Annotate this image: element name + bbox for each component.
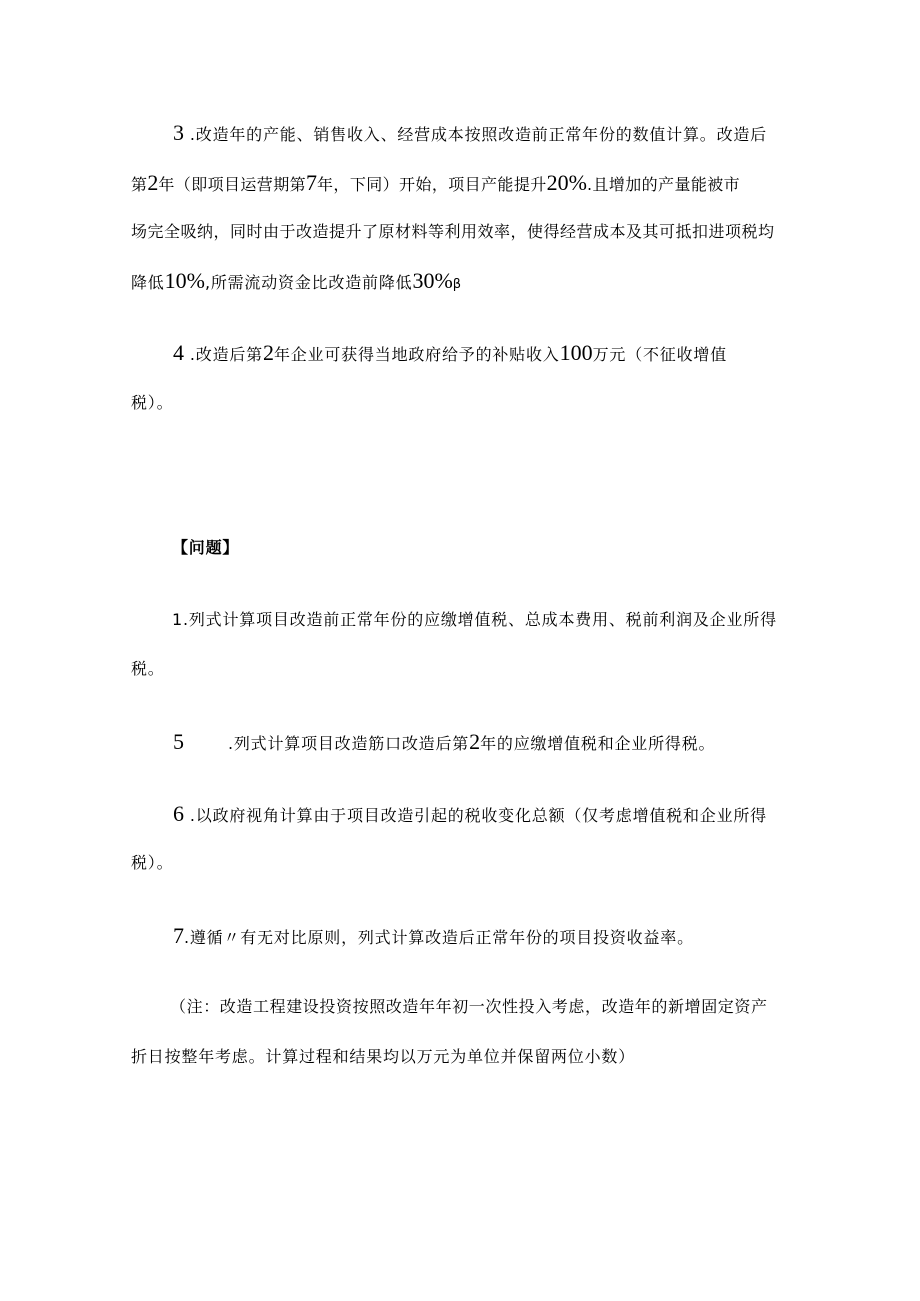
item3-number: 3	[173, 120, 184, 145]
question5	[173, 731, 715, 755]
question1-line2: 税。	[131, 659, 165, 678]
item4-line1-b: 年企业可获得当地政府给予的补贴收入	[273, 345, 560, 364]
item4-line1-num1: 2	[262, 340, 274, 365]
question5-a: .列式计算项目改造筋口改造后第	[228, 734, 470, 753]
item3-line2-num3: 20%	[546, 170, 587, 195]
question7-text: .遵循〃有无对比原则，列式计算改造后正常年份的项目投资收益率。	[184, 928, 694, 947]
item3-line1	[173, 122, 767, 146]
item4-number: 4	[173, 340, 184, 365]
item3-line4-num1: 10%	[164, 268, 205, 293]
questions-heading: 【问题】	[172, 538, 240, 557]
item3-line4-num2: 30%	[412, 268, 453, 293]
question1-line1: 1.列式计算项目改造前正常年份的应缴增值税、总成本费用、税前利润及企业所得	[172, 610, 777, 629]
question6-number: 6	[173, 801, 184, 826]
item3-line3: 场完全吸纳，同时由于改造提升了原材料等利用效率，使得经营成本及其可抵扣进项税均	[131, 222, 775, 241]
item4-line1	[173, 342, 727, 366]
question6-line2: 税）。	[131, 853, 174, 872]
item4-line1-c: 万元（不征收增值	[592, 345, 727, 364]
item3-line4	[131, 270, 462, 296]
question5-number: 5	[173, 729, 184, 754]
item3-line2-num2: 7	[306, 170, 318, 195]
question5-num2: 2	[469, 729, 481, 754]
item3-line4-a: 降低	[131, 273, 165, 292]
item4-line2: 税）。	[131, 393, 174, 412]
item3-line2-d: .且增加的产量能被市	[586, 175, 741, 194]
item3-line4-b: ,所需流动资金比改造前降低	[204, 273, 413, 292]
item3-line4-c: β	[452, 277, 462, 292]
item4-line1-a: .改造后第	[184, 345, 263, 364]
item3-line2-a: 第	[131, 175, 148, 194]
item3-line2-num1: 2	[147, 170, 159, 195]
note-line2: 折日按整年考虑。计算过程和结果均以万元为单位并保留两位小数）	[131, 1047, 636, 1066]
item3-line2-b: 年（即项目运营期第	[158, 175, 307, 194]
item4-line1-num2: 100	[559, 340, 593, 365]
item3-line1-text: .改造年的产能、销售收入、经营成本按照改造前正常年份的数值计算。改造后	[184, 125, 767, 144]
note-line1: （注：改造工程建设投资按照改造年年初一次性投入考虑，改造年的新增固定资产	[170, 997, 768, 1016]
question7	[173, 925, 694, 949]
question6-line1-text: .以政府视角计算由于项目改造引起的税收变化总额（仅考虑增值税和企业所得	[184, 806, 767, 825]
question5-b: 年的应缴增值税和企业所得税。	[480, 734, 716, 753]
question6-line1	[173, 803, 767, 827]
item3-line2-c: 年，下同）开始，项目产能提升	[317, 175, 547, 194]
question7-number: 7	[173, 923, 184, 948]
item3-line2	[131, 172, 740, 196]
